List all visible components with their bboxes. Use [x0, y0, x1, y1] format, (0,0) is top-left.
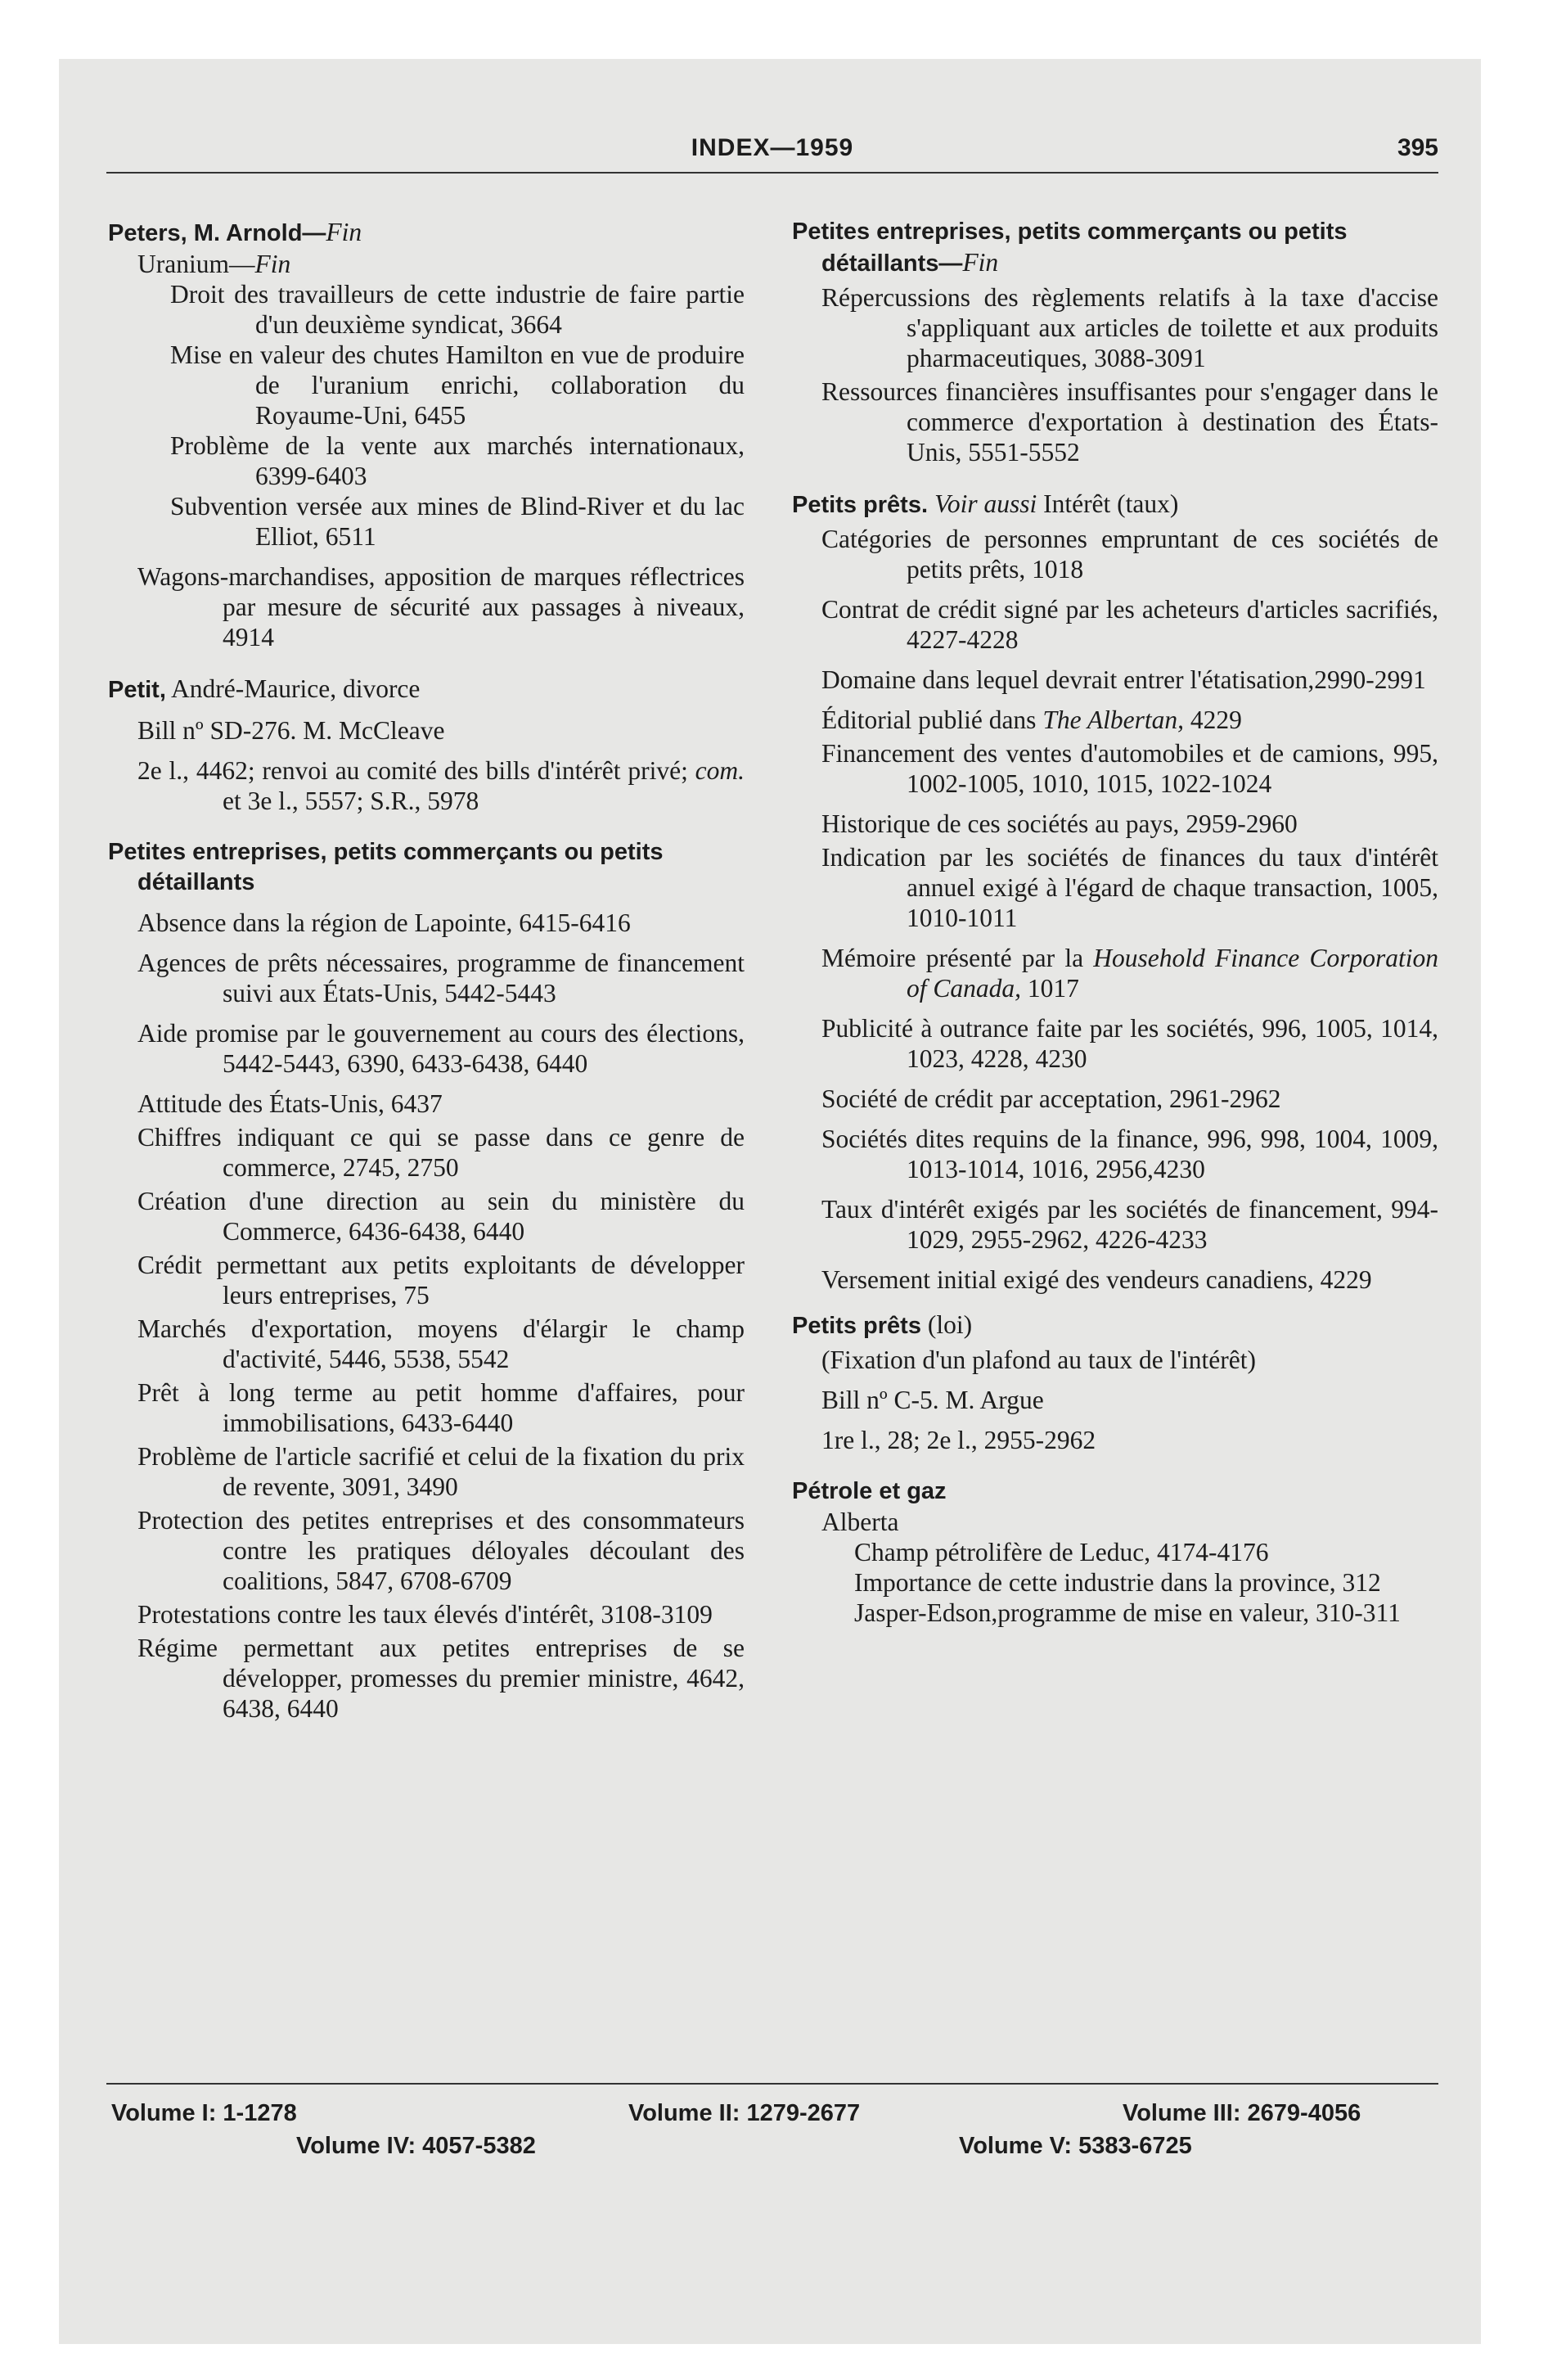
index-entry: Mise en valeur des chutes Hamilton en vue de produire de l'uranium enrichi, collaboration du Royaume-Uni, 6455: [170, 340, 745, 430]
index-heading: Peters, M. Arnold—Fin: [108, 218, 362, 246]
index-entry: Contrat de crédit signé par les acheteurs d'articles sacrifiés, 4227-4228: [821, 595, 1438, 654]
index-entry: Problème de l'article sacrifié et celui de la fixation du prix de revente, 3091, 3490: [137, 1442, 745, 1501]
index-entry: Attitude des États-Unis, 6437: [137, 1089, 443, 1118]
right-column: [792, 217, 1438, 1628]
footer-rule: [106, 2083, 1438, 2085]
index-entry: Domaine dans lequel devrait entrer l'étatisation,2990-2991: [821, 665, 1426, 694]
footer-volume-3: Volume III: 2679-4056: [1123, 2100, 1361, 2126]
index-subheading: Alberta: [821, 1508, 899, 1536]
index-entry: Historique de ces sociétés au pays, 2959-2960: [821, 809, 1298, 838]
index-entry: Wagons-marchandises, apposition de marques réflectrices par mesure de sécurité aux passages à niveaux, 4914: [137, 562, 745, 651]
index-subheading: Uranium—Fin: [137, 250, 291, 278]
index-entry: Société de crédit par acceptation, 2961-2962: [821, 1084, 1281, 1113]
index-entry: Problème de la vente aux marchés internationaux, 6399-6403: [170, 431, 745, 490]
index-entry: Indication par les sociétés de finances du taux d'intérêt annuel exigé à l'égard de chaque transaction, 1005, 1010-1011: [821, 843, 1438, 932]
index-entry: Création d'une direction au sein du ministère du Commerce, 6436-6438, 6440: [137, 1187, 745, 1246]
index-entry: Agences de prêts nécessaires, programme de financement suivi aux États-Unis, 5442-5443: [137, 949, 745, 1007]
index-entry: Taux d'intérêt exigés par les sociétés de financement, 994-1029, 2955-2962, 4226-4233: [821, 1195, 1438, 1254]
index-entry: Catégories de personnes empruntant de ces sociétés de petits prêts, 1018: [821, 525, 1438, 584]
index-entry: Aide promise par le gouvernement au cours des élections, 5442-5443, 6390, 6433-6438, 6440: [137, 1019, 745, 1078]
index-entry: Champ pétrolifère de Leduc, 4174-4176: [854, 1538, 1269, 1566]
index-entry: Absence dans la région de Lapointe, 6415-6416: [137, 908, 631, 937]
page-header: [106, 134, 1438, 177]
index-entry: Protection des petites entreprises et des consommateurs contre les pratiques déloyales découlant des coalitions, 5847, 6708-6709: [137, 1506, 745, 1595]
index-heading: Petits prêts. Voir aussi Intérêt (taux): [792, 489, 1179, 518]
footer-volume-5: Volume V: 5383-6725: [959, 2133, 1192, 2159]
footer-volume-1: Volume I: 1-1278: [111, 2100, 297, 2126]
index-heading: Pétrole et gaz: [792, 1478, 947, 1504]
left-column: [108, 217, 745, 1724]
index-entry: Sociétés dites requins de la finance, 996, 998, 1004, 1009, 1013-1014, 1016, 2956,4230: [821, 1125, 1438, 1183]
index-entry: Marchés d'exportation, moyens d'élargir le champ d'activité, 5446, 5538, 5542: [137, 1314, 745, 1373]
running-title: INDEX—1959: [691, 134, 854, 161]
index-entry: Chiffres indiquant ce qui se passe dans ce genre de commerce, 2745, 2750: [137, 1123, 745, 1182]
page-number: 395: [1397, 134, 1438, 161]
index-heading: Petites entreprises, petits commerçants ou petits détaillants—Fin: [792, 219, 1348, 277]
footer-volume-2: Volume II: 1279-2677: [628, 2100, 861, 2126]
index-entry: Ressources financières insuffisantes pour s'engager dans le commerce d'exportation à destination des États-Unis, 5551-5552: [821, 377, 1438, 467]
index-heading: Petit, André-Maurice, divorce: [108, 674, 421, 703]
bill-readings: 1re l., 28; 2e l., 2955-2962: [821, 1426, 1096, 1454]
index-entry: Répercussions des règlements relatifs à la taxe d'accise s'appliquant aux articles de toilette et aux produits pharmaceutiques, 3088-3091: [821, 283, 1438, 372]
bill-readings: 2e l., 4462; renvoi au comité des bills d'intérêt privé; com. et 3e l., 5557; S.R., 5978: [137, 756, 745, 815]
bill-entry: Bill nº SD-276. M. McCleave: [137, 716, 445, 745]
index-heading: Petites entreprises, petits commerçants ou petits détaillants: [108, 839, 664, 895]
index-entry: Crédit permettant aux petits exploitants de développer leurs entreprises, 75: [137, 1251, 745, 1309]
header-rule: [106, 172, 1438, 174]
index-entry: Mémoire présenté par la Household Finance Corporation of Canada, 1017: [821, 944, 1438, 1003]
index-entry: Droit des travailleurs de cette industrie de faire partie d'un deuxième syndicat, 3664: [170, 280, 745, 339]
bill-entry: Bill nº C-5. M. Argue: [821, 1386, 1044, 1414]
index-entry: Prêt à long terme au petit homme d'affaires, pour immobilisations, 6433-6440: [137, 1378, 745, 1437]
index-entry: Régime permettant aux petites entreprises de se développer, promesses du premier ministre, 4642, 6438, 6440: [137, 1634, 745, 1723]
index-entry: Importance de cette industrie dans la province, 312: [854, 1568, 1381, 1597]
index-heading: Petits prêts (loi): [792, 1310, 973, 1339]
index-entry: Jasper-Edson,programme de mise en valeur, 310-311: [854, 1598, 1401, 1627]
index-entry: Financement des ventes d'automobiles et de camions, 995, 1002-1005, 1010, 1015, 1022-1024: [821, 739, 1438, 798]
index-entry: Protestations contre les taux élevés d'intérêt, 3108-3109: [137, 1600, 713, 1629]
index-entry: Subvention versée aux mines de Blind-River et du lac Elliot, 6511: [170, 492, 745, 551]
footer-volume-4: Volume IV: 4057-5382: [296, 2133, 536, 2159]
index-entry: Publicité à outrance faite par les sociétés, 996, 1005, 1014, 1023, 4228, 4230: [821, 1014, 1438, 1073]
index-entry: Éditorial publié dans The Albertan, 4229: [821, 705, 1242, 734]
index-entry: Versement initial exigé des vendeurs canadiens, 4229: [821, 1265, 1372, 1294]
index-entry: (Fixation d'un plafond au taux de l'intérêt): [821, 1346, 1256, 1374]
